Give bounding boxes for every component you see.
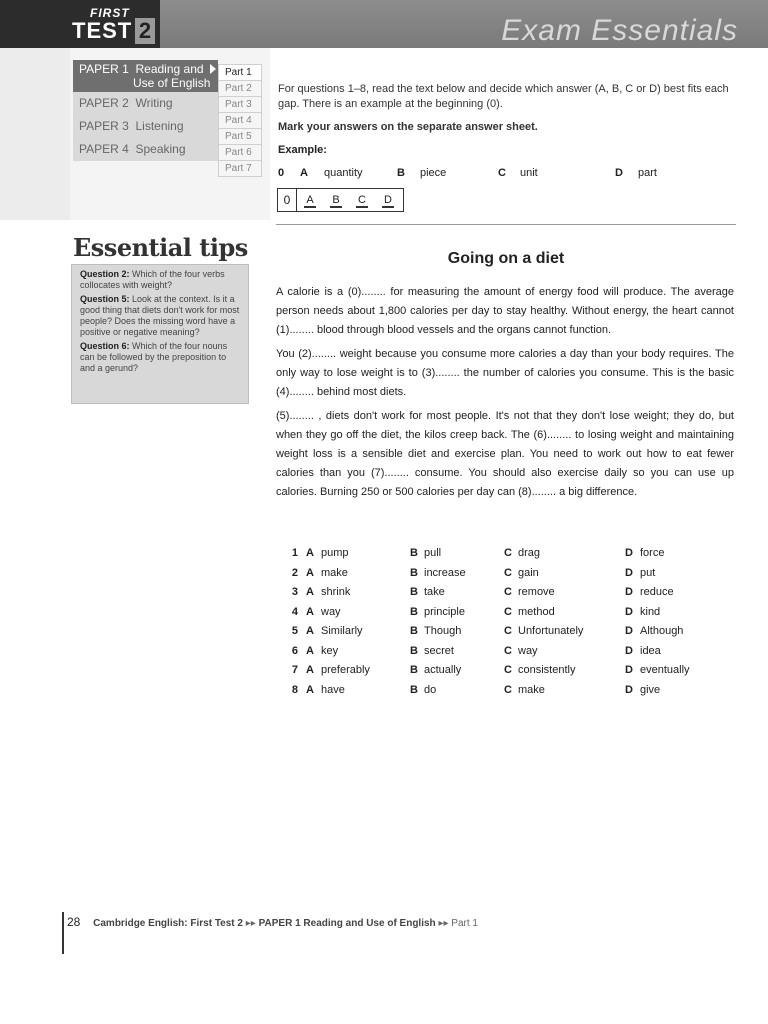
option-b[interactable]: increase <box>424 566 466 579</box>
option-c[interactable]: make <box>518 683 545 696</box>
option-c[interactable]: remove <box>518 586 555 598</box>
letter-c: C <box>504 625 512 637</box>
option-c[interactable]: drag <box>518 547 541 559</box>
option-row <box>284 684 704 704</box>
paper-2-label: PAPER 2 <box>79 96 129 110</box>
option-c[interactable]: consistently <box>518 664 576 676</box>
paper-4-tab[interactable] <box>73 138 218 161</box>
footer <box>67 915 478 929</box>
question-number: 4 <box>291 605 298 618</box>
parts-list <box>218 64 262 177</box>
paper-3-tab[interactable] <box>73 115 218 138</box>
option-row <box>284 664 704 684</box>
letter-d: D <box>625 547 633 559</box>
example-label: Example: <box>278 144 327 156</box>
option-c[interactable]: gain <box>518 566 539 579</box>
tip-item: Question 5: Look at the context. Is it a good thing that diets don't work for most people? Does the missing word have a positive or negative meaning? <box>80 294 240 337</box>
option-d[interactable]: give <box>640 683 661 696</box>
letter-b: B <box>410 605 418 618</box>
example-letter-c: C <box>498 167 506 179</box>
answer-sheet-instruction: Mark your answers on the separate answer sheet. <box>278 121 538 133</box>
letter-a: A <box>306 683 314 696</box>
answer-box-option-c: C <box>358 194 366 206</box>
letter-a: A <box>306 547 314 559</box>
tip-item: Question 6: Which of the four nouns can be followed by the preposition to and a gerund? <box>80 341 228 373</box>
letter-c: C <box>504 566 512 579</box>
option-row <box>284 625 704 645</box>
option-row <box>284 606 704 626</box>
letter-b: B <box>410 566 418 579</box>
option-d[interactable]: idea <box>640 644 661 657</box>
letter-c: C <box>504 605 512 618</box>
letter-c: C <box>504 547 512 559</box>
paper-4-name: Speaking <box>135 142 186 156</box>
tip-item: Question 2: Which of the four verbs collocates with weight? <box>80 269 225 290</box>
letter-d: D <box>625 625 633 637</box>
part-6-tab[interactable]: Part 6 <box>218 145 262 161</box>
option-row <box>284 645 704 665</box>
option-a[interactable]: key <box>321 644 339 657</box>
instructions <box>278 82 738 143</box>
paper-1-tab[interactable] <box>73 60 218 92</box>
letter-a: A <box>306 586 314 598</box>
answer-box-num: 0 <box>278 189 297 211</box>
paper-2-name: Writing <box>135 96 173 110</box>
part-2-tab[interactable]: Part 2 <box>218 81 262 97</box>
letter-a: A <box>306 664 314 676</box>
option-b[interactable]: actually <box>424 664 462 676</box>
example-option-a: quantity <box>324 167 363 179</box>
footer-paper: PAPER 1 Reading and Use of English <box>258 918 436 929</box>
option-b[interactable]: take <box>424 586 445 598</box>
page-number: 28 <box>67 915 81 929</box>
article-paragraph-3: (5)........ , diets don't work for most people. It's not that they don't lose weight; they do, but when they go off the diet, the kilos creep back. The (6)........ to losing weight and maintaining weight loss is a sensible diet and exercise plan. You need to work out how to eat fewer calories than you (7)........ consume. You should also exercise daily so you can use up calories. Burning 250 or 500 calories per day can (8)........ a big difference. <box>276 410 734 498</box>
example-letter-b: B <box>397 167 405 179</box>
option-d[interactable]: reduce <box>640 586 674 598</box>
option-b[interactable]: pull <box>424 547 442 559</box>
question-number: 2 <box>291 566 298 579</box>
option-a[interactable]: pump <box>321 547 349 559</box>
question-number: 1 <box>291 547 298 559</box>
option-d[interactable]: eventually <box>640 664 690 676</box>
article-paragraph-2: You (2)........ weight because you consume more calories a day than your body requires. The only way to lose weight is to (3)........ the number of calories you consume. This is the basic (4)........ behind most diets. <box>276 348 734 398</box>
letter-b: B <box>410 547 418 559</box>
letter-c: C <box>504 664 512 676</box>
letter-d: D <box>625 683 633 696</box>
option-a[interactable]: make <box>321 566 348 579</box>
example-answer-box <box>277 188 404 212</box>
option-d[interactable]: force <box>640 547 665 559</box>
letter-c: C <box>504 683 512 696</box>
option-row <box>284 547 704 567</box>
answer-options <box>284 547 704 703</box>
example-letter-a: A <box>300 167 308 179</box>
paper-3-label: PAPER 3 <box>79 119 129 133</box>
example-option-b: piece <box>420 167 447 179</box>
article-body <box>276 283 734 507</box>
paper-4-label: PAPER 4 <box>79 142 129 156</box>
essential-tips-title: Essential tips <box>73 233 248 262</box>
divider <box>276 224 736 225</box>
option-row <box>284 586 704 606</box>
exam-essentials-title: Exam Essentials <box>501 14 738 47</box>
letter-d: D <box>625 566 633 579</box>
option-a[interactable]: shrink <box>321 586 351 598</box>
footer-part: Part 1 <box>451 918 478 929</box>
option-d[interactable]: put <box>640 566 656 579</box>
first-label: FIRST <box>90 6 130 20</box>
footer-book: Cambridge English: First Test 2 <box>93 918 243 929</box>
part-3-tab[interactable]: Part 3 <box>218 97 262 113</box>
letter-d: D <box>625 644 633 657</box>
letter-a: A <box>306 625 314 637</box>
part-5-tab[interactable]: Part 5 <box>218 129 262 145</box>
answer-box-option-b: B <box>332 194 340 206</box>
test-number: 2 <box>135 18 155 44</box>
letter-d: D <box>625 664 633 676</box>
option-c[interactable]: method <box>518 605 555 618</box>
letter-b: B <box>410 664 418 676</box>
option-d[interactable]: kind <box>640 605 661 618</box>
letter-b: B <box>410 683 418 696</box>
option-b[interactable]: principle <box>424 605 465 618</box>
option-c[interactable]: Unfortunately <box>518 625 584 637</box>
test-label: TEST <box>72 18 133 43</box>
essential-tips-box <box>71 264 249 404</box>
article-title: Going on a diet <box>447 250 565 267</box>
footer-separator-icon: ▸▸ <box>438 918 449 929</box>
part-1-tab[interactable]: Part 1 <box>218 64 262 81</box>
article-paragraph-1: A calorie is a (0)........ for measuring the amount of energy food will produce. The average person needs about 1,800 calories per day to stay healthy. Without energy, the heart cannot (1)........ blood through blood vessels and the organs cannot function. <box>276 286 734 336</box>
letter-c: C <box>504 586 512 598</box>
paper-1-name-line1: Reading and <box>135 62 204 76</box>
option-c[interactable]: way <box>518 644 538 657</box>
option-d[interactable]: Although <box>640 625 684 637</box>
letter-a: A <box>306 605 314 618</box>
letter-b: B <box>410 625 418 637</box>
letter-a: A <box>306 644 314 657</box>
paper-3-name: Listening <box>135 119 184 133</box>
option-a[interactable]: way <box>321 605 341 618</box>
part-4-tab[interactable]: Part 4 <box>218 113 262 129</box>
letter-c: C <box>504 644 512 657</box>
letter-a: A <box>306 566 314 579</box>
letter-d: D <box>625 586 633 598</box>
example-option-d: part <box>638 167 657 179</box>
paper-nav <box>73 60 218 161</box>
answer-box-option-a: A <box>306 194 314 206</box>
option-b[interactable]: Though <box>424 625 462 637</box>
paper-1-name-line2: Use of English <box>133 76 211 90</box>
option-a[interactable]: preferably <box>321 664 370 676</box>
option-row <box>284 567 704 587</box>
option-a[interactable]: have <box>321 683 345 696</box>
option-a[interactable]: Similarly <box>321 625 363 637</box>
left-column-bg <box>0 48 70 220</box>
paper-1-label: PAPER 1 <box>79 62 129 76</box>
option-b[interactable]: secret <box>424 644 454 657</box>
option-b[interactable]: do <box>424 683 437 696</box>
footer-bar <box>62 912 64 954</box>
letter-d: D <box>625 605 633 618</box>
letter-b: B <box>410 644 418 657</box>
question-number: 5 <box>291 625 298 637</box>
question-number: 8 <box>291 683 298 696</box>
letter-b: B <box>410 586 418 598</box>
question-number: 3 <box>291 586 298 598</box>
answer-box-option-d: D <box>384 194 392 206</box>
paper-2-tab[interactable] <box>73 92 218 115</box>
play-arrow-icon <box>210 64 216 74</box>
footer-separator-icon: ▸▸ <box>245 918 256 929</box>
question-number: 6 <box>291 644 298 657</box>
instructions-text: For questions 1–8, read the text below and decide which answer (A, B, C or D) best fits each gap. There is an example at the beginning (0). <box>278 83 729 110</box>
example-letter-d: D <box>615 167 623 179</box>
part-7-tab[interactable]: Part 7 <box>218 161 262 177</box>
question-number: 7 <box>291 664 298 676</box>
example-num: 0 <box>278 167 285 179</box>
example-option-c: unit <box>520 167 538 179</box>
